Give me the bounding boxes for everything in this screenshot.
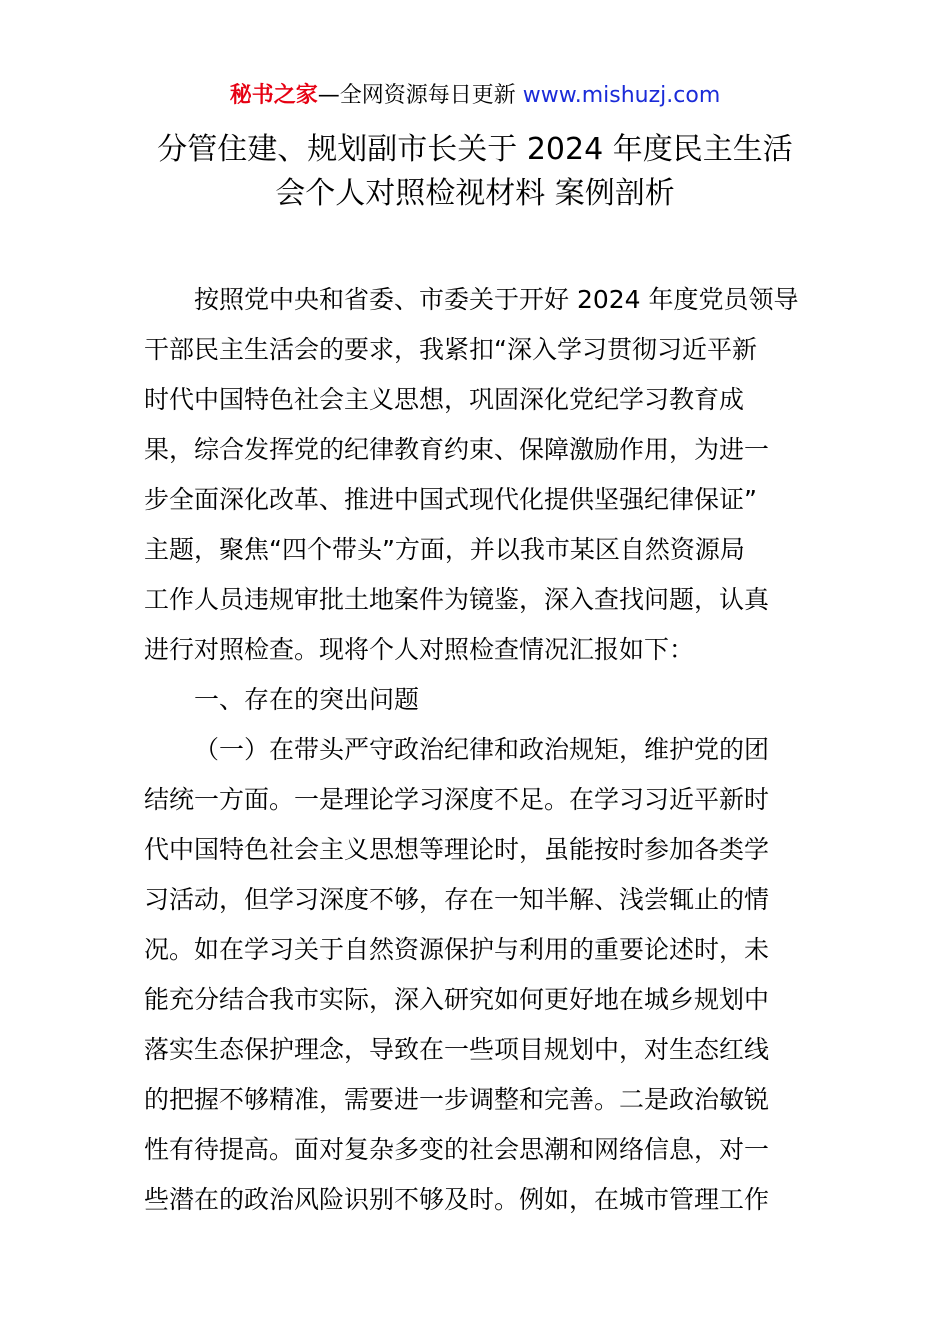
body-line: 落实生态保护理念，导致在一些项目规划中，对生态红线 — [144, 1035, 770, 1064]
body-line: 果，综合发挥党的纪律教育约束、保障激励作用，为进一 — [144, 435, 770, 464]
body-line: 性有待提高。面对复杂多变的社会思潮和网络信息，对一 — [144, 1135, 770, 1164]
document-title — [100, 128, 850, 216]
body-line: 代中国特色社会主义思想等理论时，虽能按时参加各类学 — [144, 835, 770, 864]
site-tagline: —全网资源每日更新 — [317, 83, 523, 108]
body-line: 况。如在学习关于自然资源保护与利用的重要论述时，未 — [144, 935, 770, 964]
body-line: 习活动，但学习深度不够，存在一知半解、浅尝辄止的情 — [144, 885, 770, 914]
title-line: 会个人对照检视材料 案例剖析 — [275, 176, 675, 211]
document-body — [144, 275, 808, 1225]
body-line: （一）在带头严守政治纪律和政治规矩，维护党的团 — [194, 735, 770, 764]
site-url-link[interactable]: www.mishuzj.com — [522, 83, 721, 108]
body-line: 时代中国特色社会主义思想，巩固深化党纪学习教育成 — [144, 385, 745, 414]
body-line: 工作人员违规审批土地案件为镜鉴，深入查找问题，认真 — [144, 585, 770, 614]
site-header — [0, 80, 950, 112]
body-line: 结统一方面。一是理论学习深度不足。在学习习近平新时 — [144, 785, 770, 814]
title-line: 分管住建、规划副市长关于 2024 年度民主生活 — [157, 132, 793, 167]
section-heading: 一、存在的突出问题 — [194, 685, 420, 714]
body-line: 的把握不够精准，需要进一步调整和完善。二是政治敏锐 — [144, 1085, 770, 1114]
site-brand: 秘书之家 — [229, 83, 318, 108]
body-line: 步全面深化改革、推进中国式现代化提供坚强纪律保证” — [144, 485, 757, 514]
body-line: 主题，聚焦“四个带头”方面，并以我市某区自然资源局 — [144, 535, 745, 564]
body-line: 进行对照检查。现将个人对照检查情况汇报如下： — [144, 635, 695, 664]
body-line: 按照党中央和省委、市委关于开好 2024 年度党员领导 — [194, 285, 799, 314]
body-line: 些潜在的政治风险识别不够及时。例如，在城市管理工作 — [144, 1185, 770, 1214]
body-line: 干部民主生活会的要求，我紧扣“深入学习贯彻习近平新 — [144, 335, 757, 364]
body-line: 能充分结合我市实际，深入研究如何更好地在城乡规划中 — [144, 985, 770, 1014]
